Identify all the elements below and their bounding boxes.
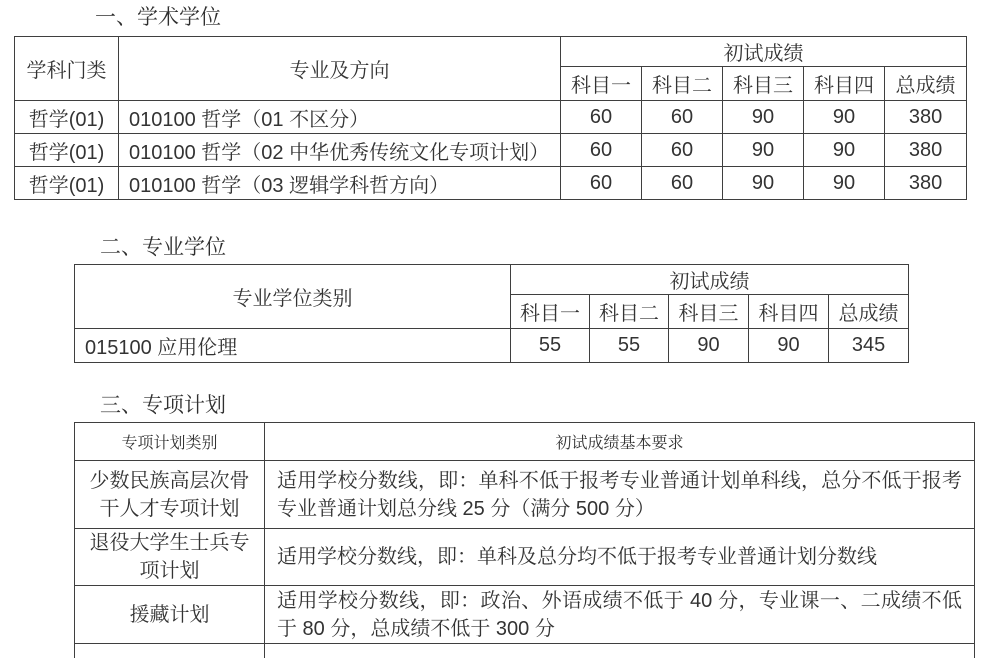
table-row-clipped [75,644,975,658]
score-cell: 60 [642,101,723,134]
header-row [75,423,975,461]
program-category-cell: 援藏计划 [75,586,265,644]
score-cell: 90 [723,134,804,167]
header-initial-exam-scores: 初试成绩 [561,37,967,67]
header-subject-category: 学科门类 [15,37,119,101]
header-subject-3: 科目三 [723,67,804,101]
score-cell: 90 [723,167,804,200]
score-cell: 90 [723,101,804,134]
academic-degree-table [14,36,967,200]
header-subject-4: 科目四 [804,67,885,101]
professional-degree-table [74,264,909,363]
requirement-cell: 适用学校分数线，即：单科及总分均不低于报考专业普通计划分数线 [265,529,975,586]
header-score-requirement: 初试成绩基本要求 [265,423,975,461]
section-heading-academic: 一、学术学位 [95,6,221,29]
total-score-cell: 380 [885,101,967,134]
score-cell: 60 [561,167,642,200]
header-subject-1: 科目一 [561,67,642,101]
program-category-cell: 少数民族高层次骨干人才专项计划 [75,461,265,529]
total-score-cell: 345 [829,329,909,363]
score-cell: 55 [590,329,669,363]
header-subject-1: 科目一 [511,295,590,329]
requirement-cell: 适用学校分数线，即：单科不低于报考专业普通计划单科线，总分不低于报考专业普通计划总分线 25 分（满分 500 分） [265,461,975,529]
score-cell: 60 [561,101,642,134]
program-category-cell: 退役大学生士兵专项计划 [75,529,265,586]
header-subject-2: 科目二 [590,295,669,329]
major-cell: 010100 哲学（01 不区分） [119,101,561,134]
score-cell: 90 [669,329,749,363]
score-cell: 90 [804,167,885,200]
header-row-group [15,37,967,67]
table-row [75,329,909,363]
score-cell: 90 [804,101,885,134]
header-major-direction: 专业及方向 [119,37,561,101]
table-row [75,586,975,644]
table-row [75,461,975,529]
score-cell: 90 [804,134,885,167]
section-heading-special: 三、专项计划 [100,394,226,417]
program-category-cell [75,644,265,658]
header-total-score: 总成绩 [829,295,909,329]
score-cell: 55 [511,329,590,363]
table-row [15,101,967,134]
section-heading-professional: 二、专业学位 [100,236,226,259]
header-special-program-category: 专项计划类别 [75,423,265,461]
category-cell: 哲学(01) [15,167,119,200]
score-cell: 60 [642,134,723,167]
table-row [15,167,967,200]
header-professional-category: 专业学位类别 [75,265,511,329]
header-row-group [75,265,909,295]
category-cell: 哲学(01) [15,134,119,167]
requirement-cell [265,644,975,658]
score-cell: 60 [561,134,642,167]
header-total-score: 总成绩 [885,67,967,101]
score-cell: 60 [642,167,723,200]
major-cell: 010100 哲学（02 中华优秀传统文化专项计划） [119,134,561,167]
category-cell: 哲学(01) [15,101,119,134]
special-program-table [74,422,975,658]
table-row [75,529,975,586]
header-subject-2: 科目二 [642,67,723,101]
header-initial-exam-scores: 初试成绩 [511,265,909,295]
total-score-cell: 380 [885,167,967,200]
score-cell: 90 [749,329,829,363]
header-subject-4: 科目四 [749,295,829,329]
major-cell: 010100 哲学（03 逻辑学科哲方向） [119,167,561,200]
table-row [15,134,967,167]
category-cell: 015100 应用伦理 [75,329,511,363]
requirement-cell: 适用学校分数线，即：政治、外语成绩不低于 40 分，专业课一、二成绩不低于 80 分，总成绩不低于 300 分 [265,586,975,644]
header-subject-3: 科目三 [669,295,749,329]
total-score-cell: 380 [885,134,967,167]
